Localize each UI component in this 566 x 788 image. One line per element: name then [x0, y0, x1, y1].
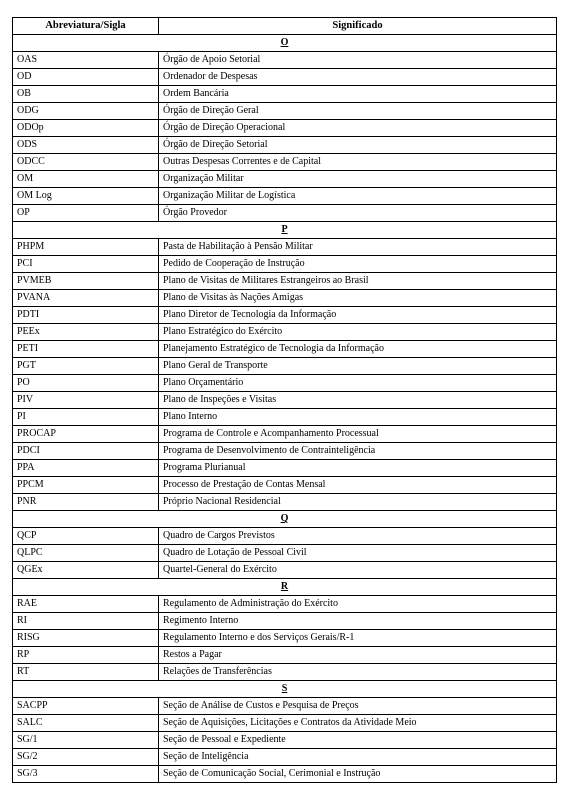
table-row	[13, 137, 557, 154]
abbreviation-cell: PDTI	[13, 307, 159, 324]
meaning-cell: Plano de Visitas de Militares Estrangeiros ao Brasil	[159, 273, 557, 290]
meaning-cell: Quadro de Cargos Previstos	[159, 528, 557, 545]
section-header-row	[13, 579, 557, 596]
table-row	[13, 426, 557, 443]
meaning-cell: Seção de Comunicação Social, Cerimonial e Instrução	[159, 766, 557, 783]
meaning-cell: Órgão Provedor	[159, 205, 557, 222]
table-row	[13, 477, 557, 494]
table-row	[13, 562, 557, 579]
meaning-cell: Plano Estratégico do Exército	[159, 324, 557, 341]
table-row	[13, 341, 557, 358]
table-row	[13, 443, 557, 460]
abbreviation-cell: RAE	[13, 596, 159, 613]
section-letter: Q	[13, 511, 557, 528]
table-row	[13, 120, 557, 137]
abbreviation-cell: RT	[13, 664, 159, 681]
abbreviation-cell: RISG	[13, 630, 159, 647]
abbreviation-cell: SALC	[13, 715, 159, 732]
section-header-row	[13, 681, 557, 698]
meaning-cell: Próprio Nacional Residencial	[159, 494, 557, 511]
abbreviation-cell: ODCC	[13, 154, 159, 171]
section-letter: P	[13, 222, 557, 239]
abbreviation-cell: PHPM	[13, 239, 159, 256]
meaning-cell: Planejamento Estratégico de Tecnologia da Informação	[159, 341, 557, 358]
table-row	[13, 103, 557, 120]
meaning-cell: Plano Interno	[159, 409, 557, 426]
table-row	[13, 52, 557, 69]
table-row	[13, 715, 557, 732]
abbreviation-cell: OAS	[13, 52, 159, 69]
abbreviation-cell: SG/1	[13, 732, 159, 749]
meaning-cell: Programa de Controle e Acompanhamento Processual	[159, 426, 557, 443]
table-row	[13, 409, 557, 426]
table-row	[13, 86, 557, 103]
table-row	[13, 290, 557, 307]
meaning-cell: Seção de Aquisições, Licitações e Contratos da Atividade Meio	[159, 715, 557, 732]
meaning-cell: Plano Diretor de Tecnologia da Informação	[159, 307, 557, 324]
meaning-cell: Regimento Interno	[159, 613, 557, 630]
table-row	[13, 460, 557, 477]
abbreviation-table-container	[12, 17, 556, 783]
meaning-cell: Órgão de Direção Operacional	[159, 120, 557, 137]
table-row	[13, 256, 557, 273]
section-letter: S	[13, 681, 557, 698]
meaning-cell: Plano Orçamentário	[159, 375, 557, 392]
abbreviation-cell: OB	[13, 86, 159, 103]
abbreviation-cell: RI	[13, 613, 159, 630]
header-abbreviation: Abreviatura/Sigla	[13, 18, 159, 35]
abbreviation-cell: PCI	[13, 256, 159, 273]
meaning-cell: Plano Geral de Transporte	[159, 358, 557, 375]
table-row	[13, 647, 557, 664]
section-header-row	[13, 222, 557, 239]
table-row	[13, 698, 557, 715]
header-meaning: Significado	[159, 18, 557, 35]
abbreviation-cell: OM Log	[13, 188, 159, 205]
abbreviation-cell: QGEx	[13, 562, 159, 579]
section-header-row	[13, 511, 557, 528]
meaning-cell: Quartel-General do Exército	[159, 562, 557, 579]
table-row	[13, 494, 557, 511]
table-row	[13, 188, 557, 205]
abbreviation-cell: SG/3	[13, 766, 159, 783]
table-row	[13, 766, 557, 783]
meaning-cell: Regulamento Interno e dos Serviços Gerais/R-1	[159, 630, 557, 647]
meaning-cell: Pasta de Habilitação à Pensão Militar	[159, 239, 557, 256]
table-header-row	[13, 18, 557, 35]
abbreviation-cell: OD	[13, 69, 159, 86]
abbreviation-cell: QLPC	[13, 545, 159, 562]
abbreviation-cell: SACPP	[13, 698, 159, 715]
table-row	[13, 630, 557, 647]
section-letter: R	[13, 579, 557, 596]
meaning-cell: Ordenador de Despesas	[159, 69, 557, 86]
table-row	[13, 171, 557, 188]
meaning-cell: Órgão de Direção Geral	[159, 103, 557, 120]
abbreviation-cell: ODS	[13, 137, 159, 154]
table-row	[13, 545, 557, 562]
table-row	[13, 324, 557, 341]
meaning-cell: Plano de Inspeções e Visitas	[159, 392, 557, 409]
meaning-cell: Regulamento de Administração do Exército	[159, 596, 557, 613]
meaning-cell: Organização Militar	[159, 171, 557, 188]
table-row	[13, 205, 557, 222]
table-row	[13, 358, 557, 375]
meaning-cell: Programa Plurianual	[159, 460, 557, 477]
abbreviation-cell: PPCM	[13, 477, 159, 494]
table-row	[13, 613, 557, 630]
table-row	[13, 307, 557, 324]
meaning-cell: Seção de Pessoal e Expediente	[159, 732, 557, 749]
table-row	[13, 664, 557, 681]
meaning-cell: Órgão de Direção Setorial	[159, 137, 557, 154]
abbreviation-cell: OP	[13, 205, 159, 222]
abbreviation-cell: PNR	[13, 494, 159, 511]
abbreviation-cell: PO	[13, 375, 159, 392]
meaning-cell: Órgão de Apoio Setorial	[159, 52, 557, 69]
abbreviation-cell: RP	[13, 647, 159, 664]
meaning-cell: Seção de Análise de Custos e Pesquisa de Preços	[159, 698, 557, 715]
abbreviation-cell: PGT	[13, 358, 159, 375]
meaning-cell: Organização Militar de Logística	[159, 188, 557, 205]
abbreviation-cell: PETI	[13, 341, 159, 358]
meaning-cell: Ordem Bancária	[159, 86, 557, 103]
abbreviation-table	[12, 17, 557, 783]
abbreviation-cell: PVMEB	[13, 273, 159, 290]
table-row	[13, 375, 557, 392]
table-row	[13, 749, 557, 766]
section-letter: O	[13, 35, 557, 52]
table-row	[13, 154, 557, 171]
meaning-cell: Outras Despesas Correntes e de Capital	[159, 154, 557, 171]
table-row	[13, 273, 557, 290]
table-row	[13, 392, 557, 409]
table-row	[13, 732, 557, 749]
abbreviation-cell: PVANA	[13, 290, 159, 307]
abbreviation-cell: PROCAP	[13, 426, 159, 443]
section-header-row	[13, 35, 557, 52]
abbreviation-cell: ODG	[13, 103, 159, 120]
abbreviation-cell: PDCI	[13, 443, 159, 460]
table-body	[13, 35, 557, 783]
table-row	[13, 69, 557, 86]
table-row	[13, 528, 557, 545]
table-row	[13, 596, 557, 613]
abbreviation-cell: PIV	[13, 392, 159, 409]
abbreviation-cell: SG/2	[13, 749, 159, 766]
abbreviation-cell: PI	[13, 409, 159, 426]
meaning-cell: Programa de Desenvolvimento de Contrainteligência	[159, 443, 557, 460]
table-row	[13, 239, 557, 256]
abbreviation-cell: PPA	[13, 460, 159, 477]
meaning-cell: Plano de Visitas às Nações Amigas	[159, 290, 557, 307]
meaning-cell: Pedido de Cooperação de Instrução	[159, 256, 557, 273]
abbreviation-cell: OM	[13, 171, 159, 188]
meaning-cell: Quadro de Lotação de Pessoal Civil	[159, 545, 557, 562]
meaning-cell: Relações de Transferências	[159, 664, 557, 681]
meaning-cell: Seção de Inteligência	[159, 749, 557, 766]
abbreviation-cell: ODOp	[13, 120, 159, 137]
meaning-cell: Processo de Prestação de Contas Mensal	[159, 477, 557, 494]
meaning-cell: Restos a Pagar	[159, 647, 557, 664]
abbreviation-cell: QCP	[13, 528, 159, 545]
abbreviation-cell: PEEx	[13, 324, 159, 341]
